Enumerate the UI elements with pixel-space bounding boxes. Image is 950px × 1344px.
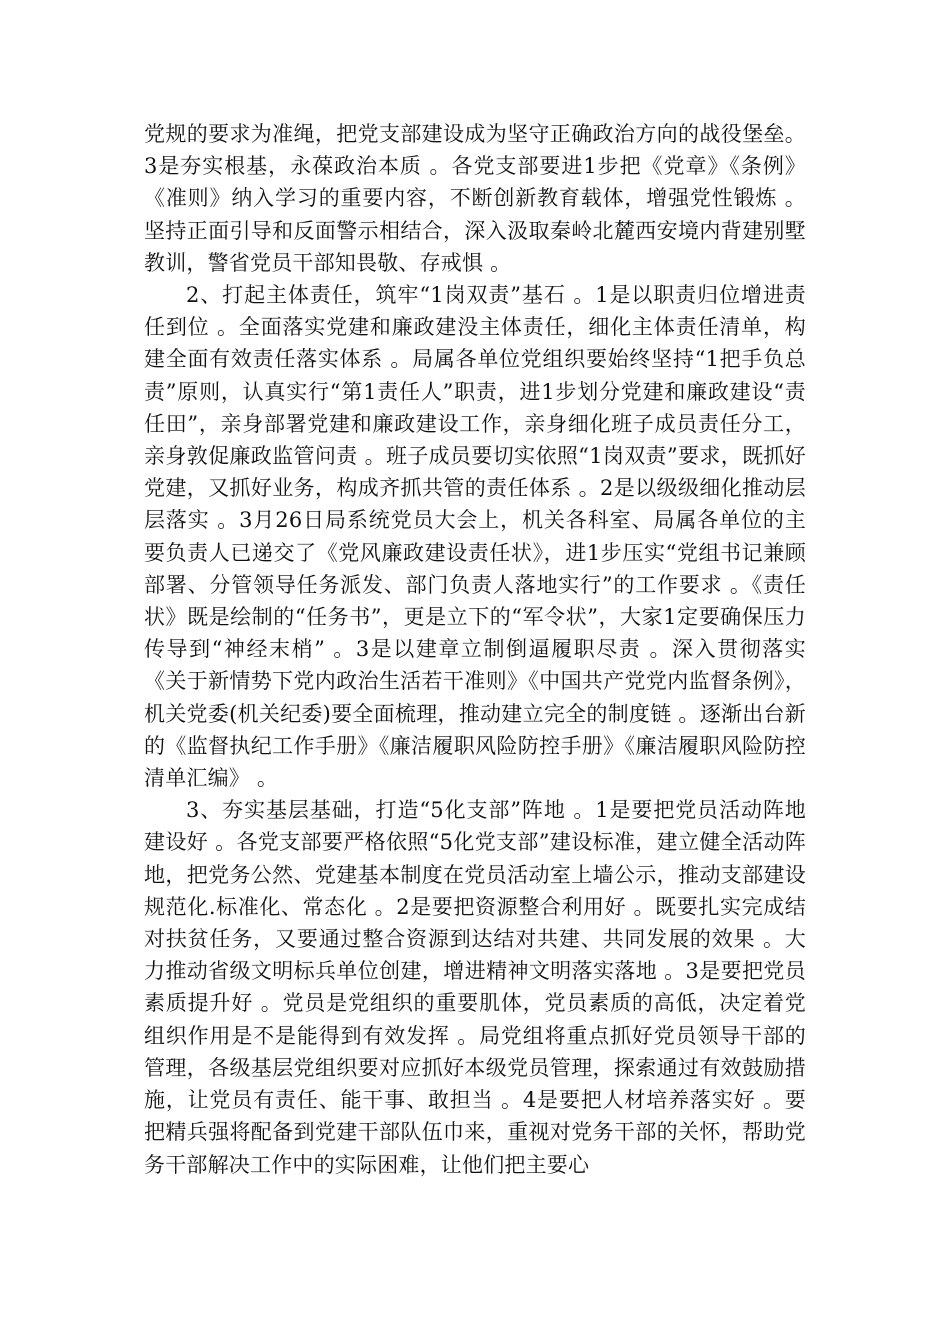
paragraph-2: 2、打起主体责任，筑牢“1岗双责”基石 。1是以职责归位增进责任到位 。全面落实党建和廉政建没主体责任，细化主体责任清单，构建全面有效责任落实体系 。局属各单位党组织要始终坚持“1把手负总责”原则，认真实行“第1责任人”职责，进1步划分党建和廉政建设“责任田”，亲身部署党建和廉政建设工作，亲身细化班子成员责任分工，亲身敦促廉政监管问责 。班子成员要切实依照“1岗双责”要求，既抓好党建，又抓好业务，构成齐抓共管的责任体系 。2是以级级细化推动层层落实 。3月26日局系统党员大会上，机关各科室、局属各单位的主要负责人已递交了《党风廉政建设责任状》，进1步压实“党组书记兼顾部署、分管领导任务派发、部门负责人落地实行”的工作要求 。《责任状》既是绘制的“任务书”，更是立下的“军令状”，大家1定要确保压力传导到“神经末梢” 。3是以建章立制倒逼履职尽责 。深入贯彻落实《关于新情势下党内政治生活若干准则》《中国共产党党内监督条例》，机关党委(机关纪委)要全面梳理，推动建立完全的制度链 。逐渐出台新的《监督执纪工作手册》《廉洁履职风险防控手册》《廉洁履职风险防控清单汇编》 。 (144, 283, 806, 791)
paragraph-3: 3、夯实基层基础，打造“5化支部”阵地 。1是要把党员活动阵地建设好 。各党支部要严格依照“5化党支部”建设标准，建立健全活动阵地，把党务公然、党建基本制度在党员活动室上墙公示，推动支部建设规范化.标准化、常态化 。2是要把资源整合利用好 。既要扎实完成结对扶贫任务，又要通过整合资源到达结对共建、共同发展的效果 。大力推动省级文明标兵单位创建，增进精神文明落实落地 。3是要把党员素质提升好 。党员是党组织的重要肌体，党员素质的高低，决定着党组织作用是不是能得到有效发挥 。局党组将重点抓好党员领导干部的管理，各级基层党组织要对应抓好本级党员管理，探索通过有效鼓励措施，让党员有责任、能干事、敢担当 。4是要把人材培养落实好 。要把精兵强将配备到党建干部队伍巾来，重视对党务干部的关怀，帮助党务干部解决工作中的实际困难，让他们把主要心 (144, 798, 806, 1177)
paragraph-1: 党规的要求为准绳，把党支部建设成为坚守正确政治方向的战役堡垒。3是夯实根基，永葆政治本质 。各党支部要进1步把《党章》《条例》《准则》纳入学习的重要内容，不断创新教育载体，增强党性锻炼 。坚持正面引导和反面警示相结合，深入汲取秦岭北麓西安境内背建别墅教训，警省党员干部知畏敬、存戒惧 。 (144, 122, 806, 275)
document-page (144, 118, 806, 1181)
